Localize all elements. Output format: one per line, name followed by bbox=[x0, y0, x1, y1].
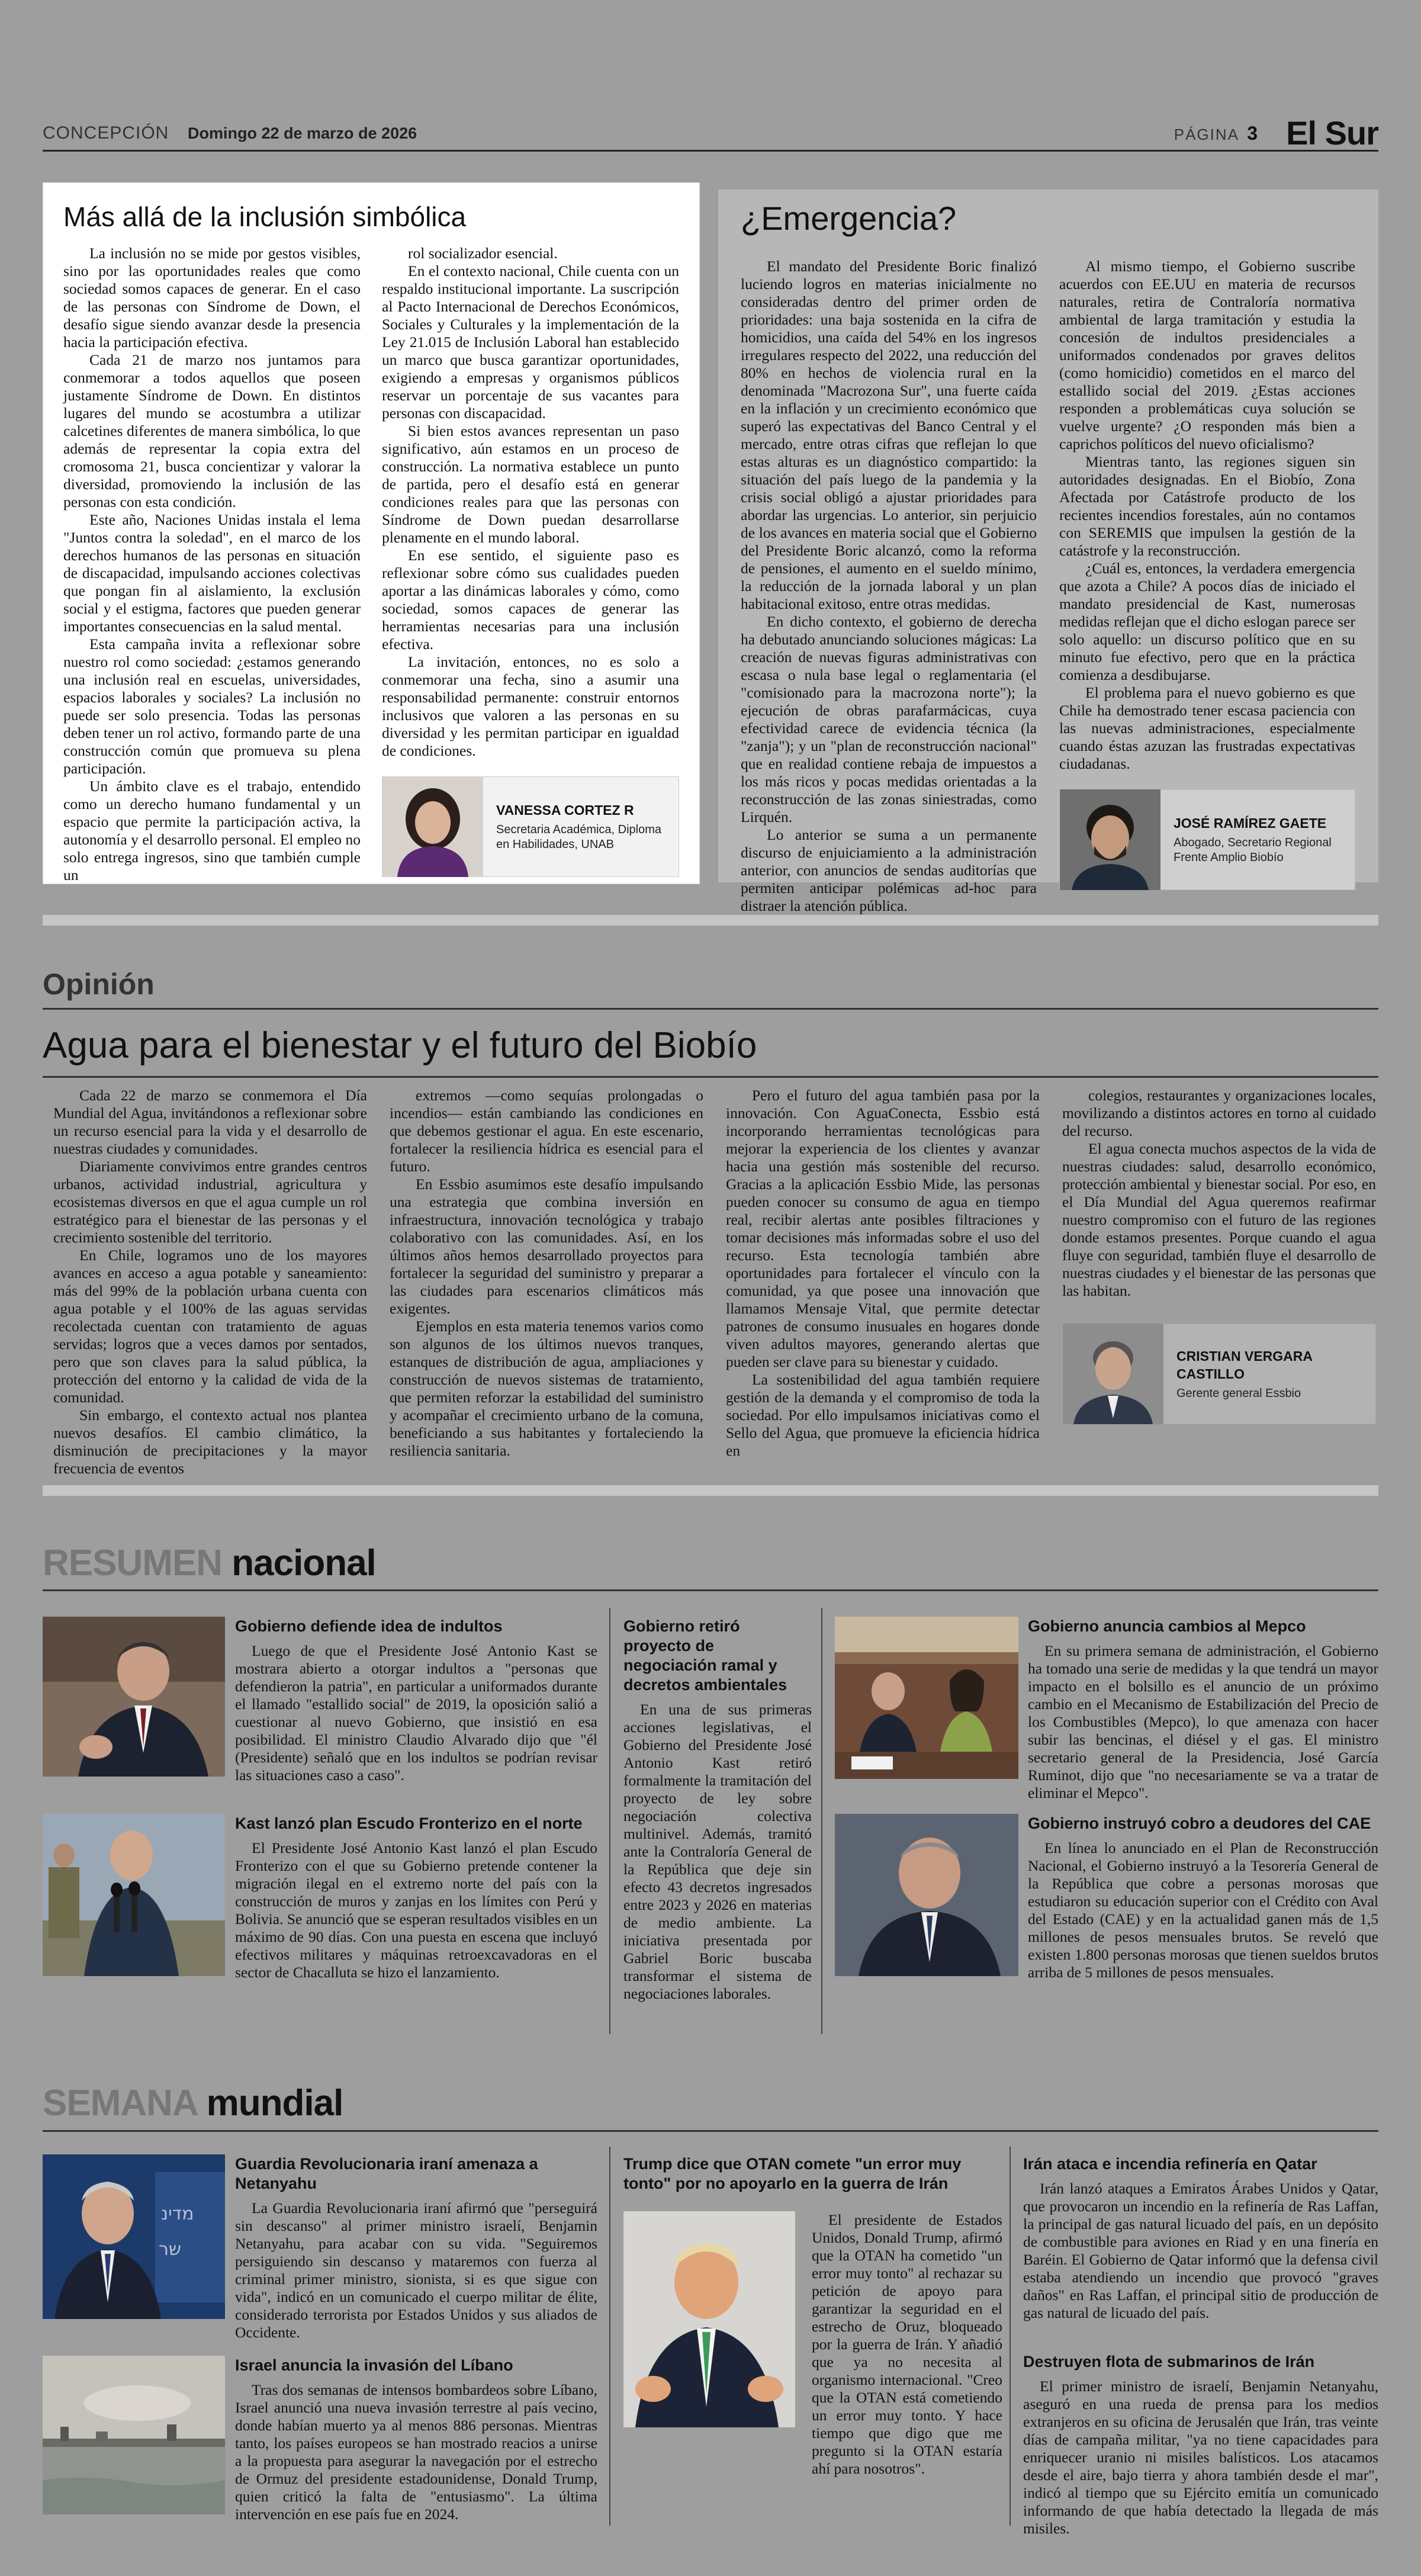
paragraph: En el contexto nacional, Chile cuenta con un respaldo institucional importante. La suscripción al Pacto Internacional de Derechos Económicos, Sociales y Culturales y la implementación de la Ley 21.015 de Inclusión Laboral han establecido un marco que busca garantizar oportunidades, exigiendo a empresas y organismos públicos reservar un porcentaje de sus vacantes para personas con discapacidad. bbox=[382, 262, 679, 422]
page-number: 3 bbox=[1247, 123, 1258, 144]
news-item bbox=[1023, 2154, 1378, 2350]
paragraph: El agua conecta muchos aspectos de la vida de nuestras ciudades: salud, desarrollo económico, protección ambiental y bienestar social. Por eso, en el Día Mundial del Agua queremos reafirmar nuestro compromiso con el futuro de las regiones donde estamos presentes. Porque cuando el agua fluye con seguridad, también fluye el desarrollo de nuestras ciudades y el bienestar de las personas que las habitan. bbox=[1062, 1140, 1376, 1299]
news-headline: Kast lanzó plan Escudo Fronterizo en el norte bbox=[235, 1814, 583, 1832]
paragraph: En ese sentido, el siguiente paso es reflexionar sobre cómo sus cualidades pueden aportar a las dinámicas laborales y cómo, como sociedad, somos capaces de generar las herramientas necesarias para una inclusión efectiva. bbox=[382, 547, 679, 653]
article-column-2 bbox=[1059, 258, 1355, 915]
paragraph: Mientras tanto, las regiones siguen sin autoridades designadas. En el Biobío, Zona Afectada por Catástrofe producto de los recientes incendios forestales, aún no contamos con SEREMIS que impulsen la gestión de la catástrofe y la reconstrucción. bbox=[1059, 453, 1355, 559]
author-role: Gerente general Essbio bbox=[1176, 1386, 1301, 1400]
page-header bbox=[43, 116, 1378, 152]
news-photo bbox=[623, 2211, 795, 2427]
author-box bbox=[1062, 1324, 1376, 1424]
news-text: Tras dos semanas de intensos bombardeos sobre Líbano, Israel anunció una nueva invasión terrestre al país vecino, donde habían muerto ya al menos 886 personas. Mientras tanto, los países europeos se han mostrado reacios a unirse a la propuesta para asegurar la navegación por el estrecho de Ormuz del presidente estadounidense, Donald Trump, quien criticó la falta de "entusiasmo". La última intervención en ese país fue en 2024. bbox=[235, 2381, 597, 2523]
paragraph: Diariamente convivimos entre grandes centros urbanos, actividad industrial, agricultura y ecosistemas diversos en que el agua cumple un rol estratégico para el bienestar de las personas y el crecimiento sostenible del territorio. bbox=[53, 1158, 367, 1246]
news-item bbox=[1023, 2352, 1378, 2537]
news-headline: Gobierno retiró proyecto de negociación ramal y decretos ambientales bbox=[623, 1617, 787, 1694]
paragraph: Cada 21 de marzo nos juntamos para conmemorar a todos aquellos que poseen justamente Síndrome de Down. En distintos lugares del mundo se acostumbra a utilizar calcetines diferentes de manera simbólica, lo que además de representar la copia extra del cromosoma 21, busca concientizar y valorar la diversidad, promoviendo la inclusión de las personas con esta condición. bbox=[63, 351, 361, 510]
article-column-1 bbox=[741, 258, 1037, 915]
paragraph: Este año, Naciones Unidas instala el lema "Juntos contra la soledad", en el marco de los derechos humanos de las personas en situación de discapacidad, impulsando acciones colectivas que pongan fin al aislamiento, la exclusión social y el estigma, factores que pueden generar importantes consecuencias en la salud mental. bbox=[63, 511, 361, 635]
paragraph: Si bien estos avances representan un paso significativo, aún estamos en un proceso de construcción. La normativa establece un punto de partida, pero el desafío está en generar condiciones reales para que las personas con Síndrome de Down puedan desarrollarse plenamente en el mundo laboral. bbox=[382, 422, 679, 546]
section-label: Opinión bbox=[43, 968, 155, 1001]
divider bbox=[43, 1076, 1378, 1078]
paragraph: El problema para el nuevo gobierno es que Chile ha demostrado tener escasa paciencia con las nuevas administraciones, especialmente cuando éstas azuzan las frustradas expectativas ciudadanas. bbox=[1059, 684, 1355, 772]
news-headline: Gobierno anuncia cambios al Mepco bbox=[1028, 1617, 1306, 1635]
paragraph: Lo anterior se suma a un permanente discurso de enjuiciamiento a la administración anterior, con anuncios de sendas auditorías que permiten anticipar polémicas ad-hoc para distraer la atención pública. bbox=[741, 826, 1037, 914]
news-text: La Guardia Revolucionaria iraní afirmó que "perseguirá sin descanso" al primer ministro israelí, Benjamin Netanyahu, para acabar con su vida. "Seguiremos persiguiendo sin descanso y mataremos con fuerza al criminal primer ministro, sionista, si es que sigue con vida", indicó en un comunicado el cuerpo militar de élite, considerado terrorista por Estados Unidos y sus aliados de Occidente. bbox=[235, 2199, 597, 2341]
news-text: Luego de que el Presidente José Antonio Kast se mostrara abierto a otorgar indultos a "personas que defendieron la patria", en particular a uniformados durante el llamado "estallido social" de 2019, la oposición salió a cuestionar al nuevo Gobierno, que insistió en esa posibilidad. El ministro Claudio Alvarado dijo que "él (Presidente) señaló que en los indultos se podrían revisar las situaciones caso a caso". bbox=[235, 1642, 597, 1784]
paragraph: Ejemplos en esta materia tenemos varios como son algunos de los últimos nuevos tranques, estanques de distribución de agua, ampliaciones y construcción de nuevos sistemas de tratamiento, que permiten reforzar la estabilidad del suministro y acompañar el crecimiento urbano de la comuna, beneficiando a sus habitantes y fortaleciendo la resiliencia sanitaria. bbox=[390, 1318, 703, 1459]
author-role: Secretaria Académica, Diploma en Habilidades, UNAB bbox=[496, 823, 662, 851]
article-title: Agua para el bienestar y el futuro del Biobío bbox=[43, 1025, 757, 1066]
paragraph: Al mismo tiempo, el Gobierno suscribe acuerdos con EE.UU en materia de recursos naturales, retira de Contraloría normativa ambiental de larga tramitación y estudia la concesión de indultos presidenciales a uniformados condenados por graves delitos (como homicidio) cometidos en el marco del estallido social del 2019. ¿Estas acciones responden a problemáticas cuya solución se vuelve urgente? ¿O responden más bien a caprichos políticos del nuevo oficialismo? bbox=[1059, 258, 1355, 452]
column-rule bbox=[609, 1608, 610, 2034]
news-photo bbox=[835, 1814, 1018, 1976]
news-item bbox=[43, 2356, 599, 2527]
news-text: En su primera semana de administración, el Gobierno ha tomado una serie de medidas y la que tendrá un mayor impacto en el bolsillo es el anuncio de un próximo cambio en el Mecanismo de Estabilización del Precio de los Combustibles (Mepco), lo que amenaza con hacer subir las bencinas, el diésel y el gas. El ministro secretario general de la Presidencia, José García Ruminot, dijo que "no necesariamente se va a tratar de eliminar el Mepco". bbox=[1028, 1642, 1378, 1801]
column-rule bbox=[609, 2147, 610, 2526]
news-headline: Israel anuncia la invasión del Líbano bbox=[235, 2356, 513, 2374]
column-emergencia bbox=[718, 189, 1378, 914]
news-item bbox=[835, 1617, 1378, 1801]
divider bbox=[43, 1589, 1378, 1591]
page-label: PÁGINA bbox=[1174, 126, 1239, 143]
author-name: JOSÉ RAMÍREZ GAETE bbox=[1174, 815, 1327, 831]
article-column-3 bbox=[726, 1087, 1040, 1477]
news-headline: Destruyen flota de submarinos de Irán bbox=[1023, 2353, 1315, 2371]
author-role: Abogado, Secretario Regional Frente Amplio Biobío bbox=[1174, 836, 1332, 864]
section-title-bold: mundial bbox=[206, 2083, 343, 2124]
brand-logo: El Sur bbox=[1286, 114, 1378, 152]
paragraph: ¿Cuál es, entonces, la verdadera emergencia que azota a Chile? A pocos días de iniciado el mandato presidencial de Kast, numerosas medidas reflejan que el dicho eslogan parece ser solo aquello: un discurso político que en su minuto fue efectivo, pero que en la práctica comienza a desdibujarse. bbox=[1059, 560, 1355, 683]
section-name: CONCEPCIÓN bbox=[43, 123, 169, 143]
news-headline: Irán ataca e incendia refinería en Qatar bbox=[1023, 2155, 1317, 2173]
paragraph: La inclusión no se mide por gestos visibles, sino por las oportunidades reales que como sociedad somos capaces de generar. En el caso de las personas con Síndrome de Down, el desafío sigue siendo avanzar desde la presencia hacia la participación efectiva. bbox=[63, 245, 361, 351]
news-photo bbox=[43, 1617, 225, 1777]
news-text: El presidente de Estados Unidos, Donald Trump, afirmó que la OTAN ha cometido "un error muy tonto" al rechazar su petición de apoyo para garantizar la seguridad en el estrecho de Oruz, bloqueado por la guerra de Irán. Y añadió que ya no necesita al organismo internacional. "Creo que la OTAN está cometiendo un error muy tonto. Y hace tiempo que digo que me pregunto si la OTAN estaría ahí para nosotros". bbox=[812, 2211, 1002, 2477]
news-item bbox=[623, 2154, 1002, 2522]
paragraph: El mandato del Presidente Boric finalizó luciendo logros en materias inicialmente no consideradas dentro del primer orden de prioridades: una baja sostenida en la cifra de homicidios, una caída del 54% en los ingresos irregulares respecto del 2022, una reducción del 80% en hechos de violencia rural en la denominada "Macrozona Sur", una fuerte caída en la inflación y un crecimiento económico que superó las expectativas del Banco Central y el mercado, entre otras cifras que reflejan lo que estas alturas es un diagnóstico compartido: la situación del país luego de la pandemia y la crisis social obligó a ajustar prioridades para abordar las urgencias. Lo anterior, sin perjuicio de los avances en materia social que el Gobierno del Presidente Boric alcanzó, como la reforma de pensiones, el aumento en el sueldo mínimo, la reducción de la jornada laboral y un plan habitacional exitoso, entre otras medidas. bbox=[741, 258, 1037, 612]
paragraph: En Essbio asumimos este desafío impulsando una estrategia que combina inversión en infraestructura, innovación tecnológica y trabajo colaborativo con las comunidades. Así, en los últimos años hemos desarrollado proyectos para fortalecer la seguridad del suministro y preparar a las ciudades para escenarios climáticos más exigentes. bbox=[390, 1175, 703, 1317]
author-photo bbox=[1060, 789, 1160, 890]
section-title-light: SEMANA bbox=[43, 2083, 197, 2124]
news-item bbox=[43, 1617, 599, 1782]
separator-bar bbox=[43, 1485, 1378, 1496]
divider bbox=[43, 1008, 1378, 1010]
news-item bbox=[43, 1814, 599, 1986]
section-title-semana bbox=[43, 2082, 343, 2124]
news-headline: Gobierno defiende idea de indultos bbox=[235, 1617, 503, 1635]
paragraph: Esta campaña invita a reflexionar sobre nuestro rol como sociedad: ¿estamos generando una inclusión real en escuelas, universidades, espacios laborales y sociales? La inclusión no puede ser solo presencia. Todas las personas deben tener un rol activo, formando parte de una construcción común que promueva su plena participación. bbox=[63, 635, 361, 777]
paragraph: colegios, restaurantes y organizaciones locales, movilizando a distintos actores en torno al cuidado del recurso. bbox=[1062, 1087, 1376, 1139]
author-box bbox=[382, 776, 679, 877]
svg-text:מדינ: מדינ bbox=[161, 2204, 194, 2224]
news-text: Irán lanzó ataques a Emiratos Árabes Unidos y Qatar, que provocaron un incendio en la refinería de Ras Laffan, la principal de gas natural licuado del país, en un depósito de combustible para aviones en Riad y en una finería en Baréin. El Gobierno de Qatar informó que la defensa civil estaba atendiendo un incendio que provocó "graves daños" en Ras Laffan, el principal sitio de producción de gas natural de licuado del país. bbox=[1023, 2180, 1378, 2321]
news-headline: Trump dice que OTAN comete "un error muy tonto" por no apoyarlo en la guerra de Irán bbox=[623, 2155, 962, 2192]
article-column-2 bbox=[390, 1087, 703, 1477]
author-name: CRISTIAN VERGARA CASTILLO bbox=[1176, 1348, 1313, 1382]
author-photo bbox=[1063, 1324, 1163, 1424]
news-text: El Presidente José Antonio Kast lanzó el plan Escudo Fronterizo con el que su Gobierno pretende contener la migración ilegal en el extremo norte del país con la construcción de muros y zanjas en los límites con Perú y Bolivia. Se anunció que se esperan resultados visibles en un máximo de 90 días. Con una puesta en escena que incluyó efectivos militares y máquinas retroexcavadoras en el sector de Chacalluta se hizo el lanzamiento. bbox=[235, 1839, 597, 1981]
news-photo bbox=[43, 1814, 225, 1976]
issue-date: Domingo 22 de marzo de 2026 bbox=[188, 124, 417, 142]
news-text: El primer ministro de israelí, Benjamin Netanyahu, aseguró en una rueda de prensa para los medios extranjeros en su oficina de Jerusalén que Irán, tras veinte días de campaña militar, "ya no tiene capacidades para enriquecer uranio ni misiles balísticos. Los atacamos desde el aire, bajo tierra y ahora también desde el mar", indicó al tiempo que su Ejército emitía un comunicado informando de que había detectado la llegada de más misiles. bbox=[1023, 2378, 1378, 2537]
news-text: En línea lo anunciado en el Plan de Reconstrucción Nacional, el Gobierno instruyó a la Tesorería General de la República que cobre a personas morosas que estudiaron su educación superior con el Crédito con Aval del Estado (CAE) y en la actualidad ganen más de 1,5 millones de pesos mensuales brutos. Se reveló que existen 1.800 personas morosas que tienen sueldos brutos arriba de 5 millones de pesos mensuales. bbox=[1028, 1839, 1378, 1981]
separator-bar bbox=[43, 915, 1378, 926]
paragraph: En dicho contexto, el gobierno de derecha ha debutado anunciando soluciones mágicas: La creación de nuevas figuras administrativas con escasa o nula base legal o reglamentaria (el "comisionado para la macrozona norte"); la ejecución de obras parafarmácicas, cuya efectividad carece de evidencia técnica (la "zanja"); y un "plan de reconstrucción nacional" que en realidad contiene rebaja de impuestos a los más ricos y pocas medidas orientadas a la reconstrucción de las zonas siniestradas, como Lirquén. bbox=[741, 613, 1037, 826]
section-title-resumen bbox=[43, 1542, 376, 1584]
author-name: VANESSA CORTEZ R bbox=[496, 802, 634, 818]
paragraph: extremos —como sequías prolongadas o incendios— están cambiando las condiciones en que debemos gestionar el agua. En este escenario, fortalecer la resiliencia hídrica es esencial para el futuro. bbox=[390, 1087, 703, 1175]
news-item bbox=[43, 2154, 599, 2341]
news-headline: Gobierno instruyó cobro a deudores del CAE bbox=[1028, 1814, 1371, 1832]
paragraph: La invitación, entonces, no es solo a conmemorar una fecha, sino a asumir una responsabilidad permanente: construir entornos inclusivos que valoren a las personas en su diversidad y les permitan participar en igualdad de condiciones. bbox=[382, 653, 679, 759]
article-column-2 bbox=[382, 245, 679, 884]
svg-text:שר: שר bbox=[159, 2239, 182, 2260]
column-rule bbox=[821, 1608, 822, 2034]
news-item bbox=[835, 1814, 1378, 1986]
column-rule bbox=[1010, 2147, 1011, 2526]
paragraph: Un ámbito clave es el trabajo, entendido como un derecho humano fundamental y un espacio que permite la participación activa, la autonomía y el desarrollo personal. El empleo no solo entrega ingresos, sino que también cumple un bbox=[63, 778, 361, 884]
news-item bbox=[623, 1617, 812, 2031]
paragraph: La sostenibilidad del agua también requiere gestión de la demanda y el compromiso de toda la sociedad. Por ello impulsamos iniciativas como el Sello del Agua, que promueve la eficiencia hídrica en bbox=[726, 1371, 1040, 1459]
article-column-1 bbox=[53, 1087, 367, 1477]
news-text: En una de sus primeras acciones legislativas, el Gobierno del Presidente José Antonio Kast retiró formalmente la tramitación del proyecto de ley sobre negociación colectiva multinivel. Además, tramitó ante la Contraloría General de la República que deje sin efecto 43 decretos ingresados entre 2023 y 2026 en materias de medio ambiente. La iniciativa presentada por Gabriel Boric buscaba transformar el sistema de negociaciones laborales. bbox=[623, 1701, 812, 2002]
opinion-article bbox=[53, 1087, 1380, 1477]
paragraph: Sin embargo, el contexto actual nos plantea nuevos desafíos. El cambio climático, la disminución de precipitaciones y la mayor frecuencia de eventos bbox=[53, 1406, 367, 1477]
news-headline: Guardia Revolucionaria iraní amenaza a Netanyahu bbox=[235, 2155, 538, 2192]
paragraph: En Chile, logramos uno de los mayores avances en acceso a agua potable y saneamiento: más del 99% de la población urbana cuenta con agua potable y el 100% de las aguas servidas recolectada cuentan con tratamiento de aguas servidas; logros que a veces damos por sentados, pero que son claves para la salud pública, la protección del entorno y la calidad de vida de la comunidad. bbox=[53, 1247, 367, 1406]
article-title: ¿Emergencia? bbox=[741, 200, 957, 237]
paragraph: rol socializador esencial. bbox=[408, 245, 558, 262]
news-photo bbox=[835, 1617, 1018, 1779]
article-title: Más allá de la inclusión simbólica bbox=[63, 201, 467, 232]
news-photo bbox=[43, 2154, 225, 2319]
author-photo bbox=[382, 776, 483, 877]
author-box bbox=[1059, 789, 1355, 890]
article-column-1 bbox=[63, 245, 361, 884]
column-inclusion bbox=[43, 182, 700, 884]
news-photo bbox=[43, 2356, 225, 2514]
paragraph: Cada 22 de marzo se conmemora el Día Mundial del Agua, invitándonos a reflexionar sobre un recurso esencial para la vida y el desarrollo de nuestras ciudades y comunidades. bbox=[53, 1087, 367, 1157]
section-title-light: RESUMEN bbox=[43, 1543, 223, 1583]
section-title-bold: nacional bbox=[232, 1543, 376, 1583]
paragraph: Pero el futuro del agua también pasa por la innovación. Con AguaConecta, Essbio está incorporando herramientas tecnológicas para mejorar la experiencia de los clientes y avanzar hacia una gestión más sostenible del recurso. Gracias a la aplicación Essbio Mide, las personas pueden conocer su consumo de agua en tiempo real, recibir alertas ante posibles filtraciones y tomar decisiones más informadas sobre el uso del recurso. Esta tecnología también abre oportunidades para fortalecer el vínculo con la comunidad, ya que posee una innovación que llamamos Mensaje Vital, que permite detectar patrones de consumo inusuales en hogares donde viven adultos mayores, generando alertas que pueden ser clave para su bienestar y cuidado. bbox=[726, 1087, 1040, 1370]
article-column-4 bbox=[1062, 1087, 1376, 1477]
divider bbox=[43, 2130, 1378, 2132]
